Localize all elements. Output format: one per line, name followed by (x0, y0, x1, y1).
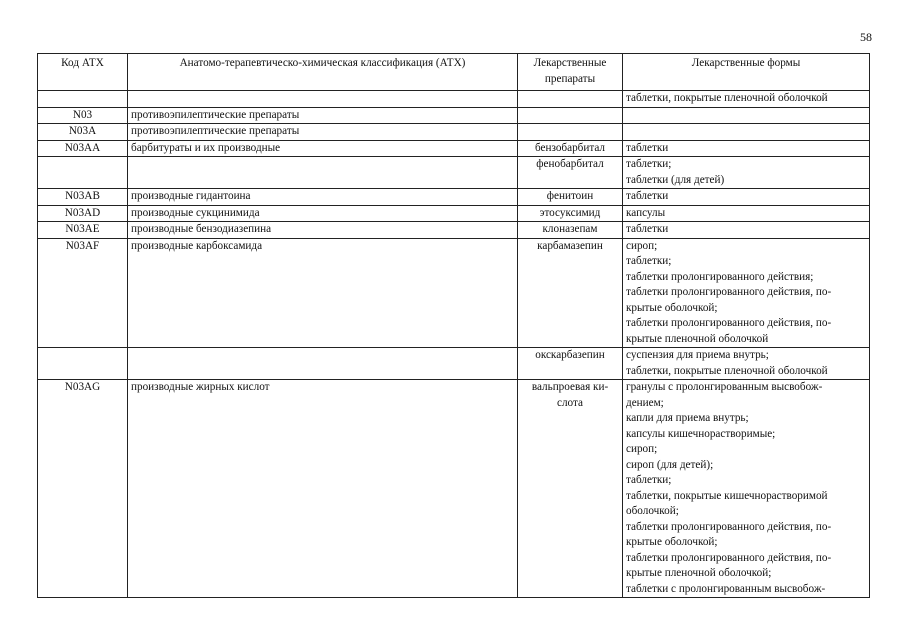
cell-classification (128, 157, 518, 189)
cell-drug: окскарбазепин (518, 348, 623, 380)
table-row (38, 91, 870, 108)
cell-code: N03AD (38, 205, 128, 222)
table-row (38, 140, 870, 157)
cell-drug: карбамазепин (518, 238, 623, 348)
table-row (38, 124, 870, 141)
table-row (38, 238, 870, 348)
header-forms: Лекарственные формы (623, 54, 870, 91)
header-row (38, 54, 870, 91)
cell-drug (518, 107, 623, 124)
cell-classification: барбитураты и их производные (128, 140, 518, 157)
cell-forms (623, 124, 870, 141)
cell-code: N03AF (38, 238, 128, 348)
cell-forms: таблетки (623, 222, 870, 239)
cell-code: N03AA (38, 140, 128, 157)
header-code: Код АТХ (38, 54, 128, 91)
cell-classification (128, 348, 518, 380)
cell-drug: вальпроевая ки- слота (518, 380, 623, 598)
cell-forms: таблетки (623, 140, 870, 157)
cell-forms: гранулы с пролонгированным высвобож- дением; капли для приема внутрь; капсулы кишечнорастворимые; сироп; сироп (для детей); таблетки; таблетки, покрытые кишечнорастворимой оболочкой; таблетки пролонгированного действия, по- крытые оболочкой; таблетки пролонгированного действия, по- крытые пленочной оболочкой; таблетки с пролонгированным высвобож- (623, 380, 870, 598)
header-classification: Анатомо-терапевтическо-химическая классификация (АТХ) (128, 54, 518, 91)
cell-code (38, 157, 128, 189)
cell-forms: сироп; таблетки; таблетки пролонгированного действия; таблетки пролонгированного действия, по- крытые оболочкой; таблетки пролонгированного действия, по- крытые пленочной оболочкой (623, 238, 870, 348)
cell-classification: производные бензодиазепина (128, 222, 518, 239)
cell-classification: производные жирных кислот (128, 380, 518, 598)
cell-forms: суспензия для приема внутрь; таблетки, покрытые пленочной оболочкой (623, 348, 870, 380)
cell-forms (623, 107, 870, 124)
cell-code: N03AB (38, 189, 128, 206)
cell-drug: клоназепам (518, 222, 623, 239)
cell-drug (518, 91, 623, 108)
cell-drug: фенитоин (518, 189, 623, 206)
table-row (38, 189, 870, 206)
atx-table (37, 53, 870, 598)
cell-forms: таблетки; таблетки (для детей) (623, 157, 870, 189)
cell-code: N03 (38, 107, 128, 124)
cell-code: N03AG (38, 380, 128, 598)
cell-forms: капсулы (623, 205, 870, 222)
cell-drug: этосуксимид (518, 205, 623, 222)
cell-classification: противоэпилептические препараты (128, 124, 518, 141)
cell-code: N03A (38, 124, 128, 141)
table-row (38, 205, 870, 222)
cell-forms: таблетки (623, 189, 870, 206)
table-row (38, 222, 870, 239)
cell-drug: фенобарбитал (518, 157, 623, 189)
header-drugs: Лекарственные препараты (518, 54, 623, 91)
cell-drug (518, 124, 623, 141)
cell-classification: противоэпилептические препараты (128, 107, 518, 124)
table-row (38, 348, 870, 380)
cell-forms: таблетки, покрытые пленочной оболочкой (623, 91, 870, 108)
cell-code (38, 91, 128, 108)
cell-classification: производные гидантоина (128, 189, 518, 206)
cell-classification: производные карбоксамида (128, 238, 518, 348)
cell-classification (128, 91, 518, 108)
table-row (38, 107, 870, 124)
cell-drug: бензобарбитал (518, 140, 623, 157)
table-row (38, 380, 870, 598)
cell-code (38, 348, 128, 380)
table-row (38, 157, 870, 189)
cell-classification: производные сукцинимида (128, 205, 518, 222)
cell-code: N03AE (38, 222, 128, 239)
page-number: 58 (860, 30, 872, 44)
